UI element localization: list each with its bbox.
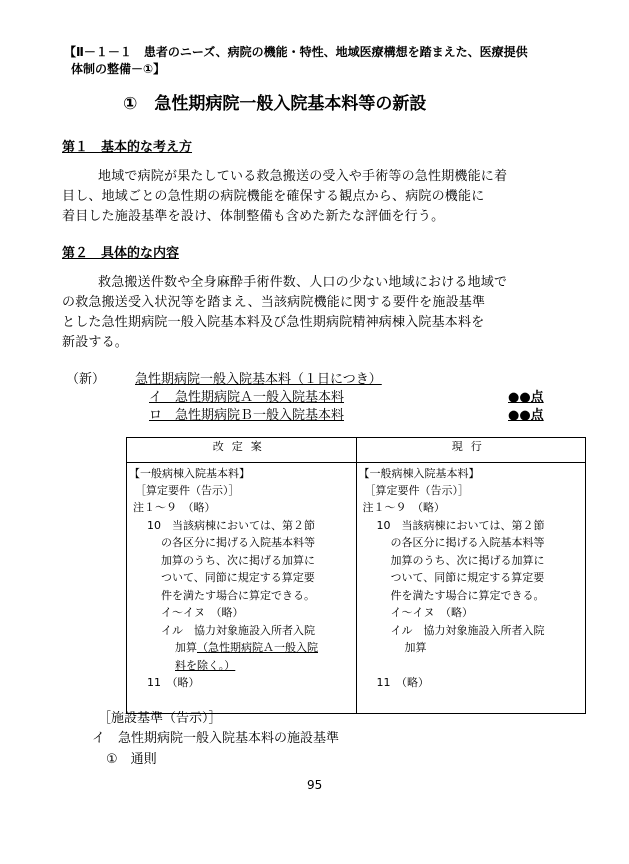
facility-standard-heading: ［施設基準（告示）］ [98, 711, 222, 726]
new-item-a-points: ●●点 [508, 390, 544, 405]
current-line: 加算 [404, 641, 427, 654]
page-title: ① 急性期病院一般入院基本料等の新設 [123, 94, 427, 114]
new-item-b-points: ●●点 [508, 408, 544, 423]
revision-line: 10 当該病棟においては、第２節 [147, 519, 315, 532]
current-line: 注１～９ （略） [362, 501, 445, 514]
header-line-2: 体制の整備－①】 [71, 62, 166, 76]
revision-line: ［算定要件（告示）］ [135, 484, 240, 497]
revision-line-underlined: （急性期病院Ａ一般入院 [197, 641, 318, 654]
revision-line [175, 640, 318, 656]
current-line: 加算のうち、次に掲げる加算に [390, 554, 545, 567]
current-line: イル 協力対象施設入所者入院 [390, 624, 545, 637]
comparison-table [126, 437, 586, 714]
current-line: ［算定要件（告示）］ [364, 484, 469, 497]
col-header-current: 現行 [356, 438, 586, 463]
section-1-body [62, 167, 582, 227]
section-2-body [62, 273, 582, 353]
section-2-line: の救急搬送受入状況等を踏まえ、当該病院機能に関する要件を施設基準 [62, 295, 486, 310]
current-line: イ～イヌ （略） [390, 606, 473, 619]
section-1-heading: 第１ 基本的な考え方 [62, 140, 193, 155]
header-line-1: 【Ⅱ－１－１ 患者のニーズ、病院の機能・特性、地域医療構想を踏まえた、医療提供 [64, 45, 528, 59]
current-line: の各区分に掲げる入院基本料等 [390, 536, 545, 549]
facility-standard-subitem: ① 通則 [106, 752, 157, 767]
revision-line: ついて、同節に規定する算定要 [161, 571, 315, 584]
current-line: 【一般病棟入院基本料】 [358, 467, 480, 480]
current-cell [356, 463, 586, 714]
revision-line: イ～イヌ （略） [161, 606, 244, 619]
current-line: 10 当該病棟においては、第２節 [376, 519, 545, 532]
section-2-line: とした急性期病院一般入院基本料及び急性期病院精神病棟入院基本料を [62, 315, 485, 330]
facility-standard-item: イ 急性期病院一般入院基本料の施設基準 [92, 731, 340, 746]
revision-line: 加算のうち、次に掲げる加算に [161, 554, 315, 567]
revision-line: 11 （略） [147, 676, 200, 689]
revision-line-underlined: 料を除く。） [175, 659, 236, 672]
section-1-line: 着目した施設基準を設け、体制整備も含めた新たな評価を行う。 [62, 209, 445, 224]
revision-line: 注１～９ （略） [133, 501, 216, 514]
section-2-heading: 第２ 具体的な内容 [62, 246, 180, 261]
section-1-line: 目し、地域ごとの急性期の病院機能を確保する観点から、病院の機能に [62, 189, 485, 204]
section-2-line: 救急搬送件数や全身麻酔手術件数、人口の少ない地域における地域で [98, 275, 508, 290]
revision-line: の各区分に掲げる入院基本料等 [161, 536, 315, 549]
new-item-name: 急性期病院一般入院基本料（１日につき） [135, 372, 382, 387]
section-1-line: 地域で病院が果たしている救急搬送の受入や手術等の急性期機能に着 [98, 169, 508, 184]
current-line: 11 （略） [376, 676, 429, 689]
current-line: ついて、同節に規定する算定要 [390, 571, 545, 584]
col-header-revision: 改定案 [127, 438, 357, 463]
new-item-a-label: イ 急性期病院Ａ一般入院基本料 [149, 390, 345, 405]
new-item-b-label: ロ 急性期病院Ｂ一般入院基本料 [149, 408, 345, 423]
page-number: 95 [307, 778, 323, 792]
new-tag: （新） [66, 372, 106, 387]
revision-line: 件を満たす場合に算定できる。 [161, 589, 315, 602]
section-2-line: 新設する。 [62, 335, 129, 350]
current-line: 件を満たす場合に算定できる。 [390, 589, 545, 602]
revision-cell [127, 463, 357, 714]
revision-line: 【一般病棟入院基本料】 [129, 467, 250, 480]
revision-line: イル 協力対象施設入所者入院 [161, 624, 315, 637]
revision-line-part: 加算 [175, 641, 197, 654]
